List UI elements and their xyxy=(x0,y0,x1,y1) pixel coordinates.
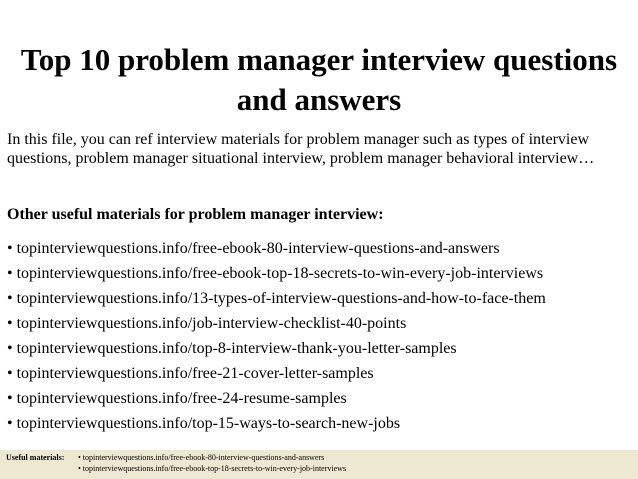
link-item[interactable]: • topinterviewquestions.info/13-types-of-interview-questions-and-how-to-face-them xyxy=(7,290,546,307)
page-title xyxy=(0,40,638,120)
link-item[interactable]: • topinterviewquestions.info/free-ebook-80-interview-questions-and-answers xyxy=(7,240,500,257)
link-item[interactable]: • topinterviewquestions.info/free-ebook-top-18-secrets-to-win-every-job-interviews xyxy=(7,265,544,282)
link-item[interactable]: • topinterviewquestions.info/free-21-cover-letter-samples xyxy=(7,365,374,382)
footer-link[interactable]: • topinterviewquestions.info/free-ebook-80-interview-questions-and-answers xyxy=(78,453,325,462)
link-item[interactable]: • topinterviewquestions.info/job-interview-checklist-40-points xyxy=(7,315,407,332)
title-line-1: Top 10 problem manager interview questions xyxy=(20,42,618,77)
link-item[interactable]: • topinterviewquestions.info/top-15-ways-to-search-new-jobs xyxy=(7,415,401,432)
materials-subheading: Other useful materials for problem manager interview: xyxy=(7,206,384,223)
materials-link-list xyxy=(7,236,635,436)
footer-bar xyxy=(0,450,638,479)
footer-label: Useful materials: xyxy=(6,453,65,462)
footer-row xyxy=(6,453,324,462)
title-line-2: and answers xyxy=(236,82,402,117)
footer-row xyxy=(6,464,346,473)
footer-link[interactable]: • topinterviewquestions.info/free-ebook-top-18-secrets-to-win-every-job-interviews xyxy=(78,464,347,473)
link-item[interactable]: • topinterviewquestions.info/top-8-interview-thank-you-letter-samples xyxy=(7,340,457,357)
link-item[interactable]: • topinterviewquestions.info/free-24-resume-samples xyxy=(7,390,347,407)
intro-paragraph: In this file, you can ref interview materials for problem manager such as types of interview questions, problem manager situational interview, problem manager behavioral interview… xyxy=(7,131,595,167)
